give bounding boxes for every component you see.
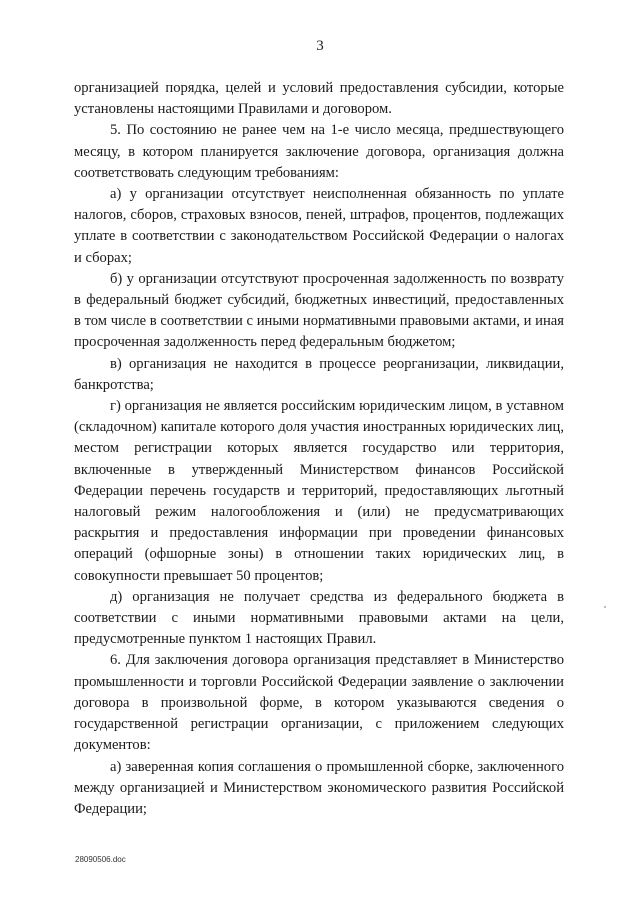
paragraph-item-5d: д) организация не получает средства из федерального бюджета в соответствии с иными нормативными правовыми актами на цели, предусмотренные пунктом 1 настоящих Правил. [74, 588, 564, 648]
page-number: 3 [316, 38, 324, 54]
paragraph-item-6: 6. Для заключения договора организация представляет в Министерство промышленности и торговли Российской Федерации заявление о заключении договора в произвольной форме, в котором указываются сведения о государственной регистрации организации, с приложением следующих документов: [74, 652, 564, 754]
paragraph-item-5: 5. По состоянию не ранее чем на 1-е число месяца, предшествующего месяцу, в котором планируется заключение договора, организация должна соответствовать следующим требованиям: [74, 122, 564, 181]
document-body [74, 78, 564, 820]
paragraph-continuation: организацией порядка, целей и условий предоставления субсидии, которые установлены настоящими Правилами и договором. [74, 80, 564, 118]
paragraph-item-6a: а) заверенная копия соглашения о промышленной сборке, заключенного между организацией и Министерством экономического развития Российской Федерации; [74, 758, 564, 817]
paragraph-item-5b: б) у организации отсутствуют просроченная задолженность по возврату в федеральный бюджет субсидий, бюджетных инвестиций, предоставленных в том числе в соответствии с иными нормативными правовыми актами, и иная просроченная задолженность перед федеральным бюджетом; [74, 270, 564, 351]
footer-file-name: 28090506.doc [75, 855, 126, 864]
scan-speck [604, 606, 606, 608]
paragraph-item-5a: а) у организации отсутствует неисполненная обязанность по уплате налогов, сборов, страховых взносов, пеней, штрафов, процентов, подлежащих уплате в соответствии с законодательством Российской Федерации о налогах и сборах; [74, 186, 564, 266]
paragraph-item-5g: г) организация не является российским юридическим лицом, в уставном (складочном) капитале которого доля участия иностранных юридических лиц, местом регистрации которых является государство или территория, включенные в утвержденный Министерством финансов Российской Федерации перечень государств и территорий, предоставляющих льготный налоговый режим налогообложения и (или) не предусматривающих раскрытия и предоставления информации при проведении финансовых операций (офшорные зоны) в отношении таких юридических лиц, в совокупности превышает 50 процентов; [74, 398, 564, 584]
paragraph-item-5v: в) организация не находится в процессе реорганизации, ликвидации, банкротства; [74, 355, 564, 393]
